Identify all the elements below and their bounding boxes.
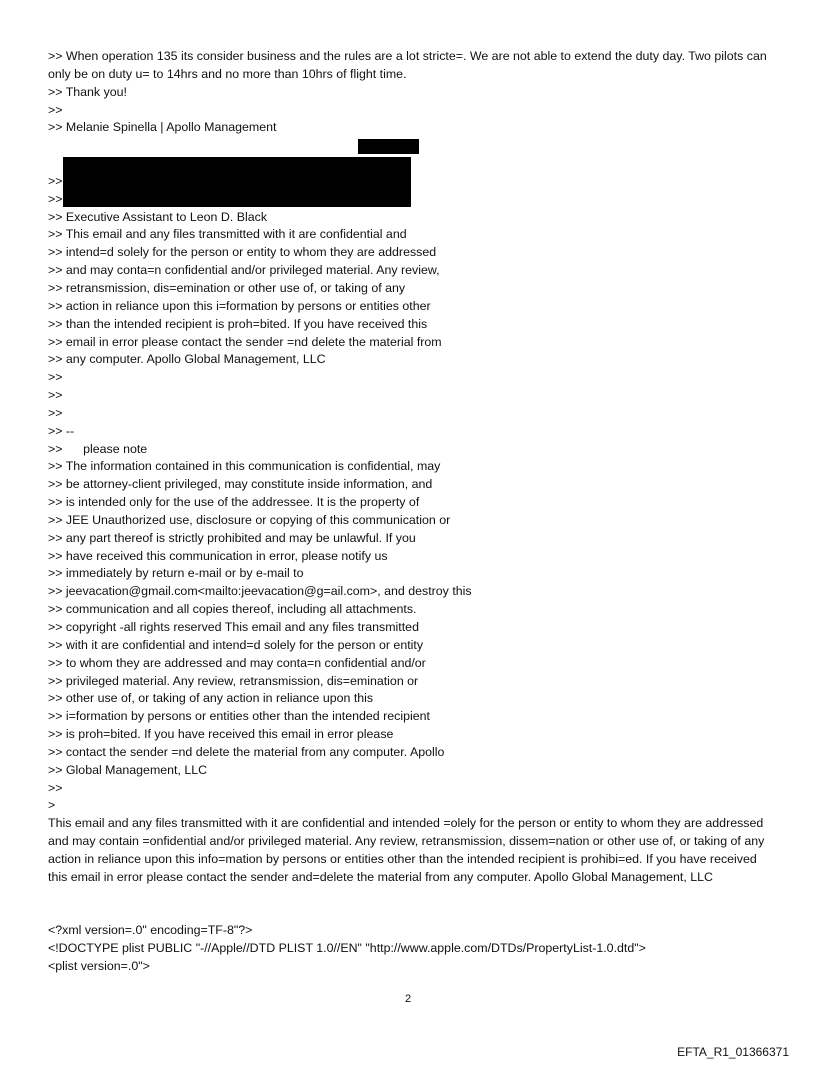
notice-line: >> immediately by return e-mail or by e-mail to: [48, 566, 304, 581]
disclaimer-line: >> retransmission, dis=emination or other use of, or taking of any: [48, 280, 406, 295]
disclaimer-line: >> any computer. Apollo Global Management, LLC: [48, 352, 326, 367]
notice-line: >> other use of, or taking of any action in reliance upon this: [48, 691, 374, 706]
signature-address-line: [48, 137, 778, 155]
body-paragraph-disclaimer: This email and any files transmitted with it are confidential and intended =olely for the person or entity to whom they are addressed and may contain =onfidential and/or privileged material. Any review, retransmission, dissem=nation or other use of, or taking of any action in reliance upon this info=mation by persons or entities other than the intended recipient is prohibi=ed. If you have received this email in error please contact the sender and=delete the material from any computer. Apollo Global Management, LLC: [48, 816, 765, 884]
disclaimer-line: >> email in error please contact the sender =nd delete the material from: [48, 334, 442, 349]
notice-line: >> i=formation by persons or entities other than the intended recipient: [48, 709, 430, 724]
notice-line: >> to whom they are addressed and may conta=n confidential and/or: [48, 655, 426, 670]
disclaimer-line: >> than the intended recipient is proh=bited. If you have received this: [48, 316, 428, 331]
disclaimer-line: >> This email and any files transmitted with it are confidential and: [48, 227, 407, 242]
notice-line: >> Global Management, LLC: [48, 762, 208, 777]
email-line: >>: [48, 191, 63, 206]
redaction-box: [358, 139, 419, 154]
notice-line: >> is intended only for the use of the addressee. It is the property of: [48, 495, 420, 510]
notice-line: >> have received this communication in error, please notify us: [48, 548, 388, 563]
email-line: [48, 155, 778, 173]
bates-number: EFTA_R1_01366371: [677, 1045, 789, 1059]
notice-line: >> copyright -all rights reserved This email and any files transmitted: [48, 620, 419, 634]
body-paragraph-duty: >> When operation 135 its consider business and the rules are a lot stricte=. We are not able to extend the duty day. Two pilots can only be on duty u= to 14hrs and no more than 10hrs of flight time.: [48, 49, 767, 81]
notice-line: >> any part thereof is strictly prohibited and may be unlawful. If you: [48, 530, 416, 545]
notice-line: >> The information contained in this communication is confidential, may: [48, 459, 441, 474]
email-body: [48, 48, 778, 976]
email-line: >> please note: [48, 441, 148, 456]
email-line: >> --: [48, 423, 75, 438]
email-line: >: [48, 798, 56, 813]
page-number: 2: [404, 993, 412, 1005]
blank-line: [48, 905, 778, 923]
email-line: >>: [48, 370, 63, 385]
email-line: >> Thank you!: [48, 84, 127, 99]
notice-line: >> be attorney-client privileged, may constitute inside information, and: [48, 477, 433, 492]
disclaimer-line: >> intend=d solely for the person or entity to whom they are addressed: [48, 245, 437, 260]
notice-line: >> with it are confidential and intend=d solely for the person or entity: [48, 637, 424, 652]
email-line: >>: [48, 173, 63, 188]
notice-line: >> JEE Unauthorized use, disclosure or copying of this communication or: [48, 512, 451, 527]
plist-line: <!DOCTYPE plist PUBLIC "-//Apple//DTD PLIST 1.0//EN" "http://www.apple.com/DTDs/PropertyList-1.0.dtd">: [48, 941, 646, 956]
disclaimer-line: >> and may conta=n confidential and/or privileged material. Any review,: [48, 263, 440, 278]
signature-name-line: >> Melanie Spinella | Apollo Management: [48, 120, 277, 135]
disclaimer-line: >> action in reliance upon this i=formation by persons or entities other: [48, 298, 431, 313]
notice-line: >> is proh=bited. If you have received this email in error please: [48, 727, 394, 742]
notice-line: >> contact the sender =nd delete the material from any computer. Apollo: [48, 744, 445, 759]
plist-line: <?xml version=.0" encoding=TF-8"?>: [48, 923, 253, 938]
plist-line: <plist version=.0">: [48, 959, 150, 974]
notice-line: >> communication and all copies thereof, including all attachments.: [48, 602, 417, 617]
email-line: >>: [48, 388, 63, 403]
notice-line: >> jeevacation@gmail.com<mailto:jeevacation@g=ail.com>, and destroy this: [48, 584, 472, 599]
email-line: >>: [48, 780, 63, 795]
signature-title-line: >> Executive Assistant to Leon D. Black: [48, 209, 268, 224]
notice-line: >> privileged material. Any review, retransmission, dis=emination or: [48, 673, 419, 688]
email-line: >>: [48, 405, 63, 420]
email-line: >>: [48, 102, 63, 117]
